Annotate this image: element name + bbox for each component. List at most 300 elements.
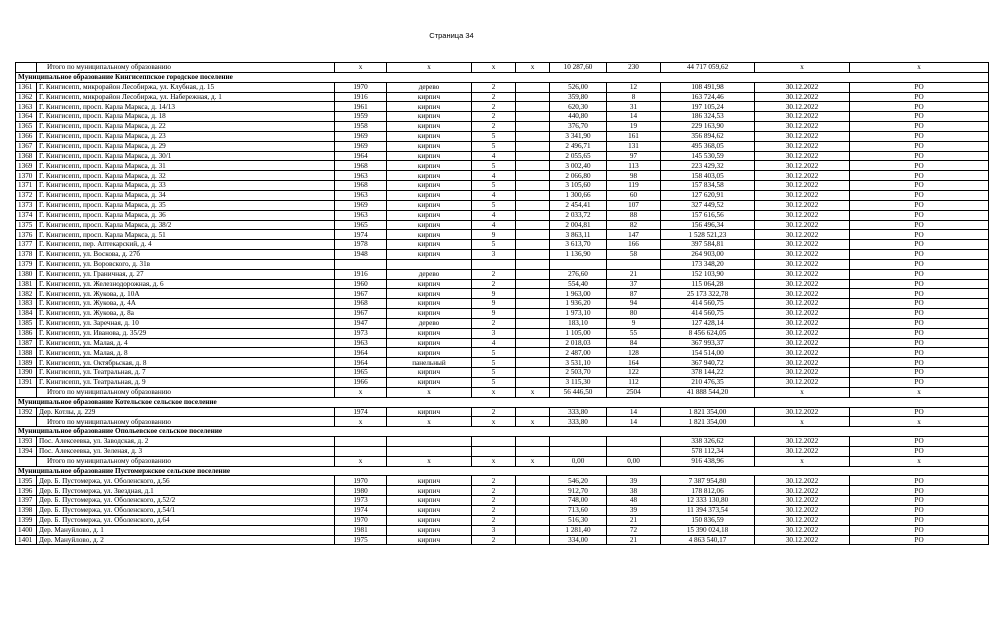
area-cell: 2 066,80 <box>550 171 607 181</box>
year-cell: 1970 <box>335 515 387 525</box>
blank-cell <box>516 318 550 328</box>
cost-cell: 8 456 624,05 <box>661 328 755 338</box>
row-number-cell: 1366 <box>16 131 37 141</box>
residents-cell: 9 <box>607 318 661 328</box>
material-cell: кирпич <box>387 515 472 525</box>
table-row <box>16 299 989 309</box>
residents-cell: 19 <box>607 122 661 132</box>
fund-cell: РО <box>850 92 989 102</box>
year-cell: x <box>335 456 387 466</box>
date-cell: 30.12.2022 <box>755 171 850 181</box>
year-cell: 1968 <box>335 181 387 191</box>
row-number-cell <box>16 417 37 427</box>
cost-cell: 15 390 024,18 <box>661 525 755 535</box>
row-number-cell: 1397 <box>16 496 37 506</box>
cost-cell: 157 616,56 <box>661 210 755 220</box>
area-cell: 0,00 <box>550 456 607 466</box>
year-cell: 1978 <box>335 240 387 250</box>
year-cell: 1965 <box>335 368 387 378</box>
area-cell: 3 863,11 <box>550 230 607 240</box>
residents-cell: 21 <box>607 515 661 525</box>
date-cell: 30.12.2022 <box>755 230 850 240</box>
year-cell: 1960 <box>335 279 387 289</box>
address-cell: Дер. Мануйлово, д. 2 <box>37 535 335 545</box>
material-cell <box>387 437 472 447</box>
date-cell: 30.12.2022 <box>755 240 850 250</box>
address-cell: Дер. Мануйлово, д. 1 <box>37 525 335 535</box>
year-cell: 1963 <box>335 338 387 348</box>
floors-cell: 2 <box>472 535 516 545</box>
floors-cell: 5 <box>472 368 516 378</box>
subtotal-label: Итого по муниципальному образованию <box>37 456 335 466</box>
year-cell: 1963 <box>335 210 387 220</box>
row-number-cell <box>16 456 37 466</box>
year-cell: 1947 <box>335 318 387 328</box>
material-cell: кирпич <box>387 200 472 210</box>
floors-cell: 2 <box>472 496 516 506</box>
date-cell: 30.12.2022 <box>755 141 850 151</box>
floors-cell: 3 <box>472 250 516 260</box>
material-cell: кирпич <box>387 279 472 289</box>
row-number-cell: 1390 <box>16 368 37 378</box>
fund-cell: x <box>850 456 989 466</box>
material-cell: кирпич <box>387 102 472 112</box>
area-cell <box>550 437 607 447</box>
area-cell: 334,00 <box>550 535 607 545</box>
residents-cell: 112 <box>607 378 661 388</box>
blank-cell <box>516 437 550 447</box>
address-cell: Г. Кингисепп, ул. Малая, д. 4 <box>37 338 335 348</box>
material-cell: кирпич <box>387 535 472 545</box>
row-number-cell: 1394 <box>16 446 37 456</box>
year-cell: 1961 <box>335 102 387 112</box>
residents-cell: 14 <box>607 112 661 122</box>
date-cell: x <box>755 63 850 73</box>
area-cell: 440,80 <box>550 112 607 122</box>
fund-cell: РО <box>850 358 989 368</box>
address-cell: Г. Кингисепп, просп. Карла Маркса, д. 36 <box>37 210 335 220</box>
material-cell: панельный <box>387 358 472 368</box>
fund-cell: РО <box>850 82 989 92</box>
date-cell: 30.12.2022 <box>755 437 850 447</box>
floors-cell: 5 <box>472 348 516 358</box>
area-cell: 183,10 <box>550 318 607 328</box>
area-cell: 2 496,71 <box>550 141 607 151</box>
floors-cell <box>472 437 516 447</box>
residents-cell: 39 <box>607 505 661 515</box>
fund-cell: РО <box>850 131 989 141</box>
material-cell: кирпич <box>387 161 472 171</box>
blank-cell <box>516 122 550 132</box>
cost-cell: 163 724,46 <box>661 92 755 102</box>
area-x-cell: x <box>516 63 550 73</box>
residents-cell: 87 <box>607 289 661 299</box>
residents-cell: 60 <box>607 190 661 200</box>
date-cell: 30.12.2022 <box>755 368 850 378</box>
table-row <box>16 328 989 338</box>
area-cell: 2 018,03 <box>550 338 607 348</box>
fund-cell: РО <box>850 378 989 388</box>
row-number-cell: 1396 <box>16 486 37 496</box>
residents-cell: 48 <box>607 496 661 506</box>
cost-cell: 264 903,00 <box>661 250 755 260</box>
year-cell: 1975 <box>335 535 387 545</box>
cost-cell: 108 491,98 <box>661 82 755 92</box>
date-cell: 30.12.2022 <box>755 161 850 171</box>
material-cell: кирпич <box>387 289 472 299</box>
subtotal-row <box>16 387 989 397</box>
floors-cell: 5 <box>472 131 516 141</box>
year-cell: 1969 <box>335 200 387 210</box>
floors-cell: 4 <box>472 171 516 181</box>
area-cell: 3 105,60 <box>550 181 607 191</box>
floors-cell: 5 <box>472 200 516 210</box>
table-row <box>16 368 989 378</box>
floors-cell: 4 <box>472 210 516 220</box>
address-cell: Г. Кингисепп, ул. Заречная, д. 10 <box>37 318 335 328</box>
table-row <box>16 486 989 496</box>
cost-cell: 327 449,52 <box>661 200 755 210</box>
table-row <box>16 279 989 289</box>
blank-cell <box>516 476 550 486</box>
table-row <box>16 92 989 102</box>
row-number-cell: 1370 <box>16 171 37 181</box>
blank-cell <box>516 112 550 122</box>
date-cell: 30.12.2022 <box>755 525 850 535</box>
area-cell: 10 287,60 <box>550 63 607 73</box>
table-row <box>16 505 989 515</box>
area-cell: 2 004,81 <box>550 220 607 230</box>
fund-cell: РО <box>850 151 989 161</box>
date-cell: 30.12.2022 <box>755 250 850 260</box>
fund-cell: РО <box>850 368 989 378</box>
fund-cell: РО <box>850 269 989 279</box>
floors-cell: 2 <box>472 269 516 279</box>
blank-cell <box>516 161 550 171</box>
floors-cell: 4 <box>472 190 516 200</box>
blank-cell <box>516 190 550 200</box>
date-cell: 30.12.2022 <box>755 200 850 210</box>
table-row <box>16 250 989 260</box>
floors-cell: 4 <box>472 151 516 161</box>
residents-cell: 39 <box>607 476 661 486</box>
date-cell: 30.12.2022 <box>755 338 850 348</box>
blank-cell <box>516 486 550 496</box>
area-cell: 1 963,00 <box>550 289 607 299</box>
cost-cell: 223 429,32 <box>661 161 755 171</box>
blank-cell <box>516 250 550 260</box>
residents-cell: 0,00 <box>607 456 661 466</box>
fund-cell: РО <box>850 220 989 230</box>
material-cell: кирпич <box>387 525 472 535</box>
municipality-name: Муниципальное образование Кингисеппское городское поселение <box>16 72 989 82</box>
blank-cell <box>516 240 550 250</box>
year-cell: 1970 <box>335 82 387 92</box>
blank-cell <box>516 102 550 112</box>
row-number-cell: 1375 <box>16 220 37 230</box>
year-cell: x <box>335 63 387 73</box>
blank-cell <box>516 338 550 348</box>
area-cell: 1 281,40 <box>550 525 607 535</box>
area-cell: 526,00 <box>550 82 607 92</box>
floors-cell: 2 <box>472 476 516 486</box>
cost-cell: 127 428,14 <box>661 318 755 328</box>
fund-cell: РО <box>850 348 989 358</box>
blank-cell <box>516 289 550 299</box>
row-number-cell: 1384 <box>16 309 37 319</box>
blank-cell <box>516 368 550 378</box>
table-row <box>16 102 989 112</box>
fund-cell: РО <box>850 112 989 122</box>
row-number-cell: 1367 <box>16 141 37 151</box>
row-number-cell: 1391 <box>16 378 37 388</box>
fund-cell: РО <box>850 299 989 309</box>
year-cell <box>335 437 387 447</box>
blank-cell <box>516 515 550 525</box>
row-number-cell: 1398 <box>16 505 37 515</box>
material-cell: кирпич <box>387 210 472 220</box>
year-cell: 1964 <box>335 151 387 161</box>
row-number-cell: 1372 <box>16 190 37 200</box>
address-cell: Г. Кингисепп, просп. Карла Маркса, д. 18 <box>37 112 335 122</box>
cost-cell: 495 368,05 <box>661 141 755 151</box>
cost-cell: 229 163,90 <box>661 122 755 132</box>
table-row <box>16 338 989 348</box>
floors-cell: 2 <box>472 486 516 496</box>
table-row <box>16 82 989 92</box>
date-cell: 30.12.2022 <box>755 476 850 486</box>
blank-cell <box>516 200 550 210</box>
address-cell: Г. Кингисепп, просп. Карла Маркса, д. 35 <box>37 200 335 210</box>
subtotal-label: Итого по муниципальному образованию <box>37 417 335 427</box>
area-cell: 554,40 <box>550 279 607 289</box>
date-cell: 30.12.2022 <box>755 505 850 515</box>
cost-cell: 367 993,37 <box>661 338 755 348</box>
year-cell: x <box>335 417 387 427</box>
material-cell: кирпич <box>387 299 472 309</box>
date-cell: 30.12.2022 <box>755 112 850 122</box>
blank-cell <box>516 378 550 388</box>
date-cell: 30.12.2022 <box>755 82 850 92</box>
cost-cell: 158 403,05 <box>661 171 755 181</box>
section-header-row <box>16 397 989 407</box>
blank-cell <box>516 141 550 151</box>
area-cell: 912,70 <box>550 486 607 496</box>
cost-cell: 127 620,91 <box>661 190 755 200</box>
floors-cell: 3 <box>472 525 516 535</box>
cost-cell: 25 173 322,78 <box>661 289 755 299</box>
material-cell: кирпич <box>387 181 472 191</box>
cost-cell: 197 105,24 <box>661 102 755 112</box>
year-cell: 1963 <box>335 171 387 181</box>
blank-cell <box>516 299 550 309</box>
cost-cell: 115 064,28 <box>661 279 755 289</box>
area-cell: 1 105,00 <box>550 328 607 338</box>
blank-cell <box>516 328 550 338</box>
floors-cell: 2 <box>472 92 516 102</box>
table-row <box>16 112 989 122</box>
material-cell: x <box>387 63 472 73</box>
material-cell: кирпич <box>387 220 472 230</box>
row-number-cell: 1383 <box>16 299 37 309</box>
blank-cell <box>516 348 550 358</box>
fund-cell: РО <box>850 200 989 210</box>
row-number-cell: 1374 <box>16 210 37 220</box>
address-cell: Г. Кингисепп, микрорайон Лесобиржа, ул. Клубная, д. 15 <box>37 82 335 92</box>
material-cell: кирпич <box>387 407 472 417</box>
row-number-cell: 1380 <box>16 269 37 279</box>
address-cell: Г. Кингисепп, ул. Жукова, д. 10А <box>37 289 335 299</box>
address-cell: Г. Кингисепп, просп. Карла Маркса, д. 22 <box>37 122 335 132</box>
fund-cell: РО <box>850 102 989 112</box>
table-row <box>16 181 989 191</box>
date-cell: 30.12.2022 <box>755 515 850 525</box>
row-number-cell <box>16 387 37 397</box>
residents-cell: 38 <box>607 486 661 496</box>
address-cell: Г. Кингисепп, просп. Карла Маркса, д. 29 <box>37 141 335 151</box>
section-header-row <box>16 427 989 437</box>
material-cell: x <box>387 417 472 427</box>
address-cell: Г. Кингисепп, ул. Малая, д. 8 <box>37 348 335 358</box>
date-cell: x <box>755 387 850 397</box>
cost-cell: 173 348,20 <box>661 259 755 269</box>
row-number-cell: 1371 <box>16 181 37 191</box>
cost-cell: 1 528 521,23 <box>661 230 755 240</box>
date-cell: 30.12.2022 <box>755 131 850 141</box>
area-cell: 333,80 <box>550 417 607 427</box>
cost-cell: 12 333 130,80 <box>661 496 755 506</box>
residents-cell <box>607 437 661 447</box>
row-number-cell <box>16 63 37 73</box>
residents-cell: 72 <box>607 525 661 535</box>
row-number-cell: 1382 <box>16 289 37 299</box>
address-cell: Г. Кингисепп, ул. Железнодорожная, д. 6 <box>37 279 335 289</box>
address-cell: Г. Кингисепп, просп. Карла Маркса, д. 51 <box>37 230 335 240</box>
residents-cell: 12 <box>607 82 661 92</box>
residents-cell: 230 <box>607 63 661 73</box>
residents-cell <box>607 446 661 456</box>
row-number-cell: 1393 <box>16 437 37 447</box>
material-cell: кирпич <box>387 505 472 515</box>
fund-cell: РО <box>850 535 989 545</box>
year-cell: 1968 <box>335 161 387 171</box>
address-cell: Дер. Б. Пустомержа, ул. Оболенского, д.54/1 <box>37 505 335 515</box>
row-number-cell: 1399 <box>16 515 37 525</box>
cost-cell: 145 530,59 <box>661 151 755 161</box>
residents-cell: 98 <box>607 171 661 181</box>
cost-cell: 157 834,58 <box>661 181 755 191</box>
material-cell: x <box>387 387 472 397</box>
row-number-cell: 1381 <box>16 279 37 289</box>
table-row <box>16 151 989 161</box>
residents-cell: 97 <box>607 151 661 161</box>
blank-cell <box>516 151 550 161</box>
blank-cell <box>516 309 550 319</box>
area-cell: 2 503,70 <box>550 368 607 378</box>
year-cell: 1970 <box>335 476 387 486</box>
material-cell: кирпич <box>387 141 472 151</box>
material-cell: кирпич <box>387 151 472 161</box>
year-cell: 1974 <box>335 505 387 515</box>
floors-cell: 9 <box>472 299 516 309</box>
residents-cell: 161 <box>607 131 661 141</box>
row-number-cell: 1376 <box>16 230 37 240</box>
cost-cell: 414 560,75 <box>661 299 755 309</box>
area-x-cell: x <box>516 387 550 397</box>
fund-cell: РО <box>850 240 989 250</box>
residents-cell: 166 <box>607 240 661 250</box>
fund-cell: РО <box>850 190 989 200</box>
floors-cell: 4 <box>472 220 516 230</box>
date-cell: 30.12.2022 <box>755 279 850 289</box>
residents-cell: 8 <box>607 92 661 102</box>
cost-cell: 356 894,62 <box>661 131 755 141</box>
row-number-cell: 1385 <box>16 318 37 328</box>
table-row <box>16 289 989 299</box>
date-cell: x <box>755 417 850 427</box>
row-number-cell: 1379 <box>16 259 37 269</box>
fund-cell: РО <box>850 210 989 220</box>
address-cell: Дер. Б. Пустомержа, ул. Звездная, д.1 <box>37 486 335 496</box>
material-cell: кирпич <box>387 240 472 250</box>
year-cell: 1981 <box>335 525 387 535</box>
table-row <box>16 220 989 230</box>
table-row <box>16 309 989 319</box>
date-cell: 30.12.2022 <box>755 151 850 161</box>
residents-cell: 31 <box>607 102 661 112</box>
year-cell: 1974 <box>335 407 387 417</box>
table-row <box>16 259 989 269</box>
subtotal-row <box>16 456 989 466</box>
floors-cell: 5 <box>472 240 516 250</box>
year-cell: 1965 <box>335 220 387 230</box>
cost-cell: 367 940,72 <box>661 358 755 368</box>
table-row <box>16 407 989 417</box>
floors-cell: 9 <box>472 289 516 299</box>
area-cell: 516,30 <box>550 515 607 525</box>
fund-cell: РО <box>850 318 989 328</box>
residents-cell: 107 <box>607 200 661 210</box>
year-cell: 1973 <box>335 496 387 506</box>
date-cell: 30.12.2022 <box>755 378 850 388</box>
page-number-label: Страница 34 <box>429 31 474 40</box>
address-cell: Дер. Б. Пустомержа, ул. Оболенского, д.56 <box>37 476 335 486</box>
fund-cell: РО <box>850 446 989 456</box>
date-cell: 30.12.2022 <box>755 92 850 102</box>
area-cell: 333,80 <box>550 407 607 417</box>
floors-cell: x <box>472 456 516 466</box>
floors-cell: x <box>472 417 516 427</box>
housing-registry-table <box>15 62 989 545</box>
year-cell: 1967 <box>335 289 387 299</box>
residents-cell: 94 <box>607 299 661 309</box>
cost-cell: 152 103,90 <box>661 269 755 279</box>
material-cell: кирпич <box>387 338 472 348</box>
row-number-cell: 1401 <box>16 535 37 545</box>
section-header-row <box>16 72 989 82</box>
residents-cell: 128 <box>607 348 661 358</box>
table-row <box>16 535 989 545</box>
material-cell: дерево <box>387 82 472 92</box>
residents-cell <box>607 259 661 269</box>
fund-cell: РО <box>850 476 989 486</box>
table-row <box>16 122 989 132</box>
address-cell: Пос. Алексеевка, ул. Заводская, д. 2 <box>37 437 335 447</box>
residents-cell: 113 <box>607 161 661 171</box>
fund-cell: РО <box>850 279 989 289</box>
address-cell: Г. Кингисепп, ул. Жукова, д. 4А <box>37 299 335 309</box>
floors-cell: 2 <box>472 102 516 112</box>
